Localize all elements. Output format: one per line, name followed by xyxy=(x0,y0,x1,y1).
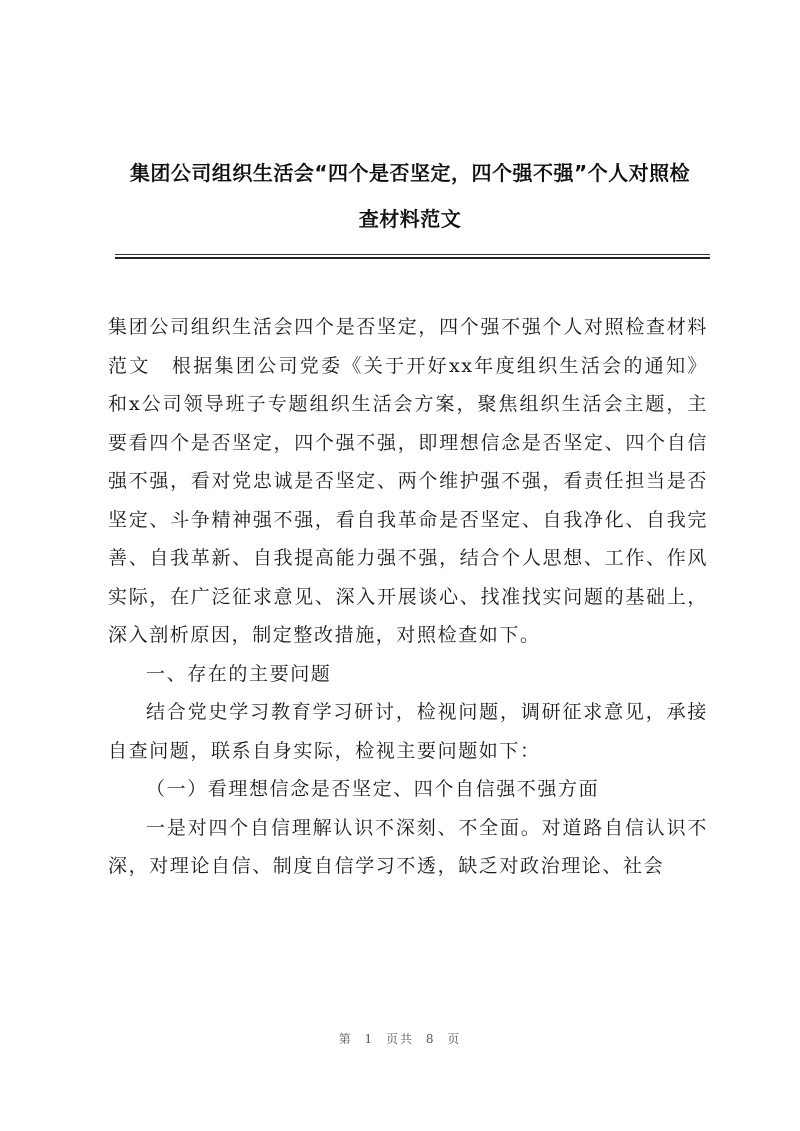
title-line-1: 集团公司组织生活会“四个是否坚定，四个强不强”个人对照检 xyxy=(129,161,691,185)
title-line-2: 查材料范文 xyxy=(358,207,462,231)
title-divider xyxy=(115,254,710,259)
document-body xyxy=(108,308,708,886)
paragraph-intro: 集团公司组织生活会四个是否坚定，四个强不强个人对照检查材料范文 根据集团公司党委《关于开好xx年度组织生活会的通知》和x公司领导班子专题组织生活会方案，聚焦组织生活会主题，主要看四个是否坚定，四个强不强，即理想信念是否坚定、四个自信强不强，看对党忠诚是否坚定、两个维护强不强，看责任担当是否坚定、斗争精神强不强，看自我革命是否坚定、自我净化、自我完善、自我革新、自我提高能力强不强，结合个人思想、工作、作风实际，在广泛征求意见、深入开展谈心、找准找实问题的基础上，深入剖析原因，制定整改措施，对照检查如下。 xyxy=(108,316,708,646)
paragraph: 一是对四个自信理解认识不深刻、不全面。对道路自信认识不深，对理论自信、制度自信学习不透，缺乏对政治理论、社会 xyxy=(108,816,708,877)
section-heading: 一、存在的主要问题 xyxy=(146,662,332,685)
subsection-heading: （一）看理想信念是否坚定、四个自信强不强方面 xyxy=(146,778,600,800)
document-title xyxy=(100,150,720,242)
paragraph: 结合党史学习教育学习研讨，检视问题，调研征求意见，承接自查问题，联系自身实际，检视主要问题如下： xyxy=(108,701,708,762)
page-number: 第 1 页共 8 页 xyxy=(338,1032,462,1046)
